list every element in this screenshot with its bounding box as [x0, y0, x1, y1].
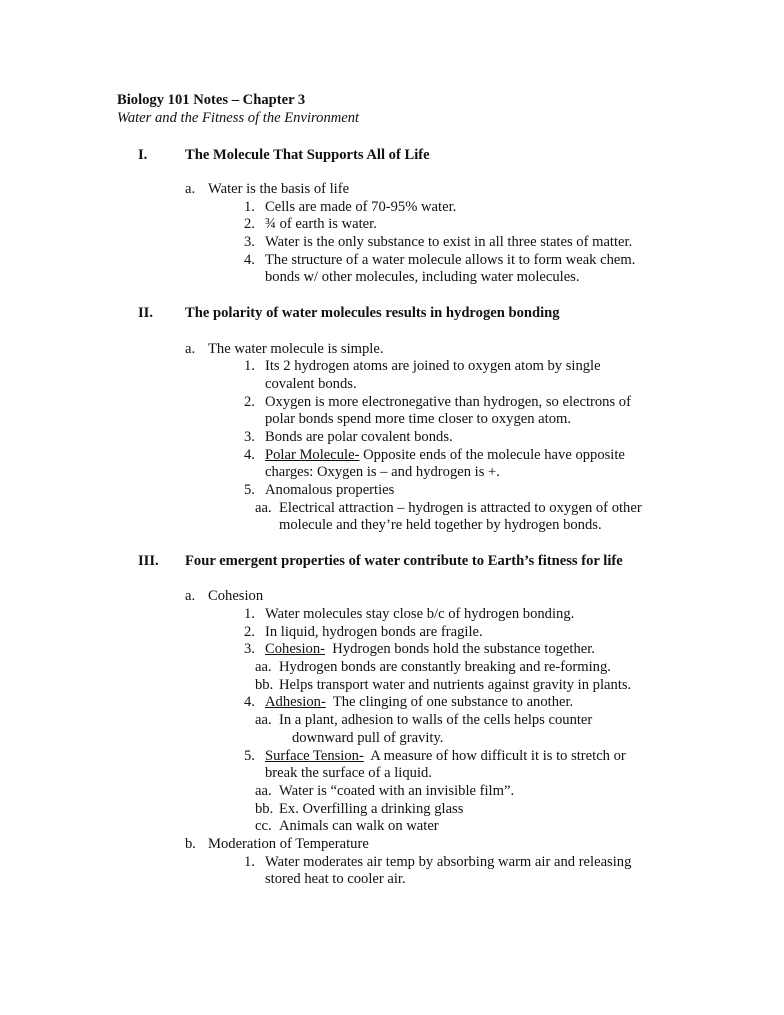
term-polar-molecule: Polar Molecule-: [265, 447, 360, 463]
list-item: The structure of a water molecule allows it to form weak chem.: [265, 252, 636, 268]
list-item: In liquid, hydrogen bonds are fragile.: [265, 624, 483, 640]
sublist-item: Water is “coated with an invisible film”.: [279, 783, 515, 799]
term-surface-tension: Surface Tension-: [265, 748, 364, 764]
sublist-marker: cc.: [255, 818, 272, 834]
definition-text: Opposite ends of the molecule have opposite: [359, 447, 625, 463]
definition-text: Hydrogen bonds hold the substance together.: [325, 641, 595, 657]
list-item: [265, 447, 625, 465]
section-2-a-text: The water molecule is simple.: [208, 341, 384, 357]
list-marker: 1.: [244, 199, 255, 215]
section-2-number: II.: [138, 305, 154, 321]
sublist-marker: aa.: [255, 783, 272, 799]
document-subtitle: Water and the Fitness of the Environment: [117, 110, 360, 126]
definition-text: A measure of how difficult it is to stretch or: [363, 748, 626, 764]
list-item-continuation: stored heat to cooler air.: [265, 871, 406, 887]
list-item-continuation: break the surface of a liquid.: [265, 765, 432, 781]
section-3-b-marker: b.: [185, 836, 196, 852]
section-3-b-text: Moderation of Temperature: [208, 836, 369, 852]
sublist-item: Animals can walk on water: [279, 818, 439, 834]
list-marker: 5.: [244, 482, 255, 498]
sublist-marker: aa.: [255, 712, 272, 728]
sublist-marker: aa.: [255, 659, 272, 675]
sublist-item: Helps transport water and nutrients against gravity in plants.: [279, 677, 632, 693]
term-cohesion: Cohesion-: [265, 641, 325, 657]
list-marker: 2.: [244, 394, 255, 410]
list-item: Its 2 hydrogen atoms are joined to oxygen atom by single: [265, 358, 601, 374]
list-marker: 1.: [244, 606, 255, 622]
list-item: Cells are made of 70-95% water.: [265, 199, 457, 215]
section-3-a-marker: a.: [185, 588, 196, 604]
section-1-a-text: Water is the basis of life: [208, 181, 350, 197]
document-title: Biology 101 Notes – Chapter 3: [117, 92, 306, 108]
list-item-continuation: covalent bonds.: [265, 376, 357, 392]
list-item: Water moderates air temp by absorbing warm air and releasing: [265, 854, 632, 870]
list-marker: 1.: [244, 854, 255, 870]
section-3-number: III.: [138, 553, 159, 569]
list-marker: 4.: [244, 252, 255, 268]
list-marker: 3.: [244, 641, 255, 657]
list-marker: 4.: [244, 447, 255, 463]
list-item: [265, 694, 573, 712]
term-adhesion: Adhesion-: [265, 694, 326, 710]
sublist-item: In a plant, adhesion to walls of the cells helps counter: [279, 712, 593, 728]
list-item-continuation: bonds w/ other molecules, including water molecules.: [265, 269, 580, 285]
list-marker: 2.: [244, 624, 255, 640]
list-item: ¾ of earth is water.: [265, 216, 377, 232]
sublist-item-continuation: molecule and they’re held together by hydrogen bonds.: [279, 517, 602, 533]
list-item-continuation: charges: Oxygen is – and hydrogen is +.: [265, 464, 500, 480]
list-item: Water is the only substance to exist in all three states of matter.: [265, 234, 633, 250]
list-item: [265, 641, 595, 659]
sublist-item: Ex. Overfilling a drinking glass: [279, 801, 464, 817]
list-item: [265, 748, 626, 766]
section-1-heading: The Molecule That Supports All of Life: [185, 147, 430, 163]
list-marker: 4.: [244, 694, 255, 710]
sublist-marker: bb.: [255, 801, 274, 817]
list-item: Bonds are polar covalent bonds.: [265, 429, 453, 445]
sublist-item: Hydrogen bonds are constantly breaking and re-forming.: [279, 659, 611, 675]
list-marker: 3.: [244, 429, 255, 445]
sublist-marker: aa.: [255, 500, 272, 516]
list-marker: 5.: [244, 748, 255, 764]
section-1-number: I.: [138, 147, 148, 163]
section-2-a-marker: a.: [185, 341, 196, 357]
list-marker: 1.: [244, 358, 255, 374]
sublist-marker: bb.: [255, 677, 274, 693]
list-item-continuation: polar bonds spend more time closer to oxygen atom.: [265, 411, 571, 427]
definition-text: The clinging of one substance to another.: [325, 694, 574, 710]
sublist-item-continuation: downward pull of gravity.: [292, 730, 444, 746]
sublist-item: Electrical attraction – hydrogen is attracted to oxygen of other: [279, 500, 642, 516]
section-3-heading: Four emergent properties of water contribute to Earth’s fitness for life: [185, 553, 623, 569]
list-item: Anomalous properties: [265, 482, 395, 498]
section-2-heading: The polarity of water molecules results in hydrogen bonding: [185, 305, 560, 321]
section-1-a-marker: a.: [185, 181, 196, 197]
list-marker: 3.: [244, 234, 255, 250]
list-marker: 2.: [244, 216, 255, 232]
list-item: Water molecules stay close b/c of hydrogen bonding.: [265, 606, 575, 622]
list-item: Oxygen is more electronegative than hydrogen, so electrons of: [265, 394, 631, 410]
section-3-a-text: Cohesion: [208, 588, 264, 604]
